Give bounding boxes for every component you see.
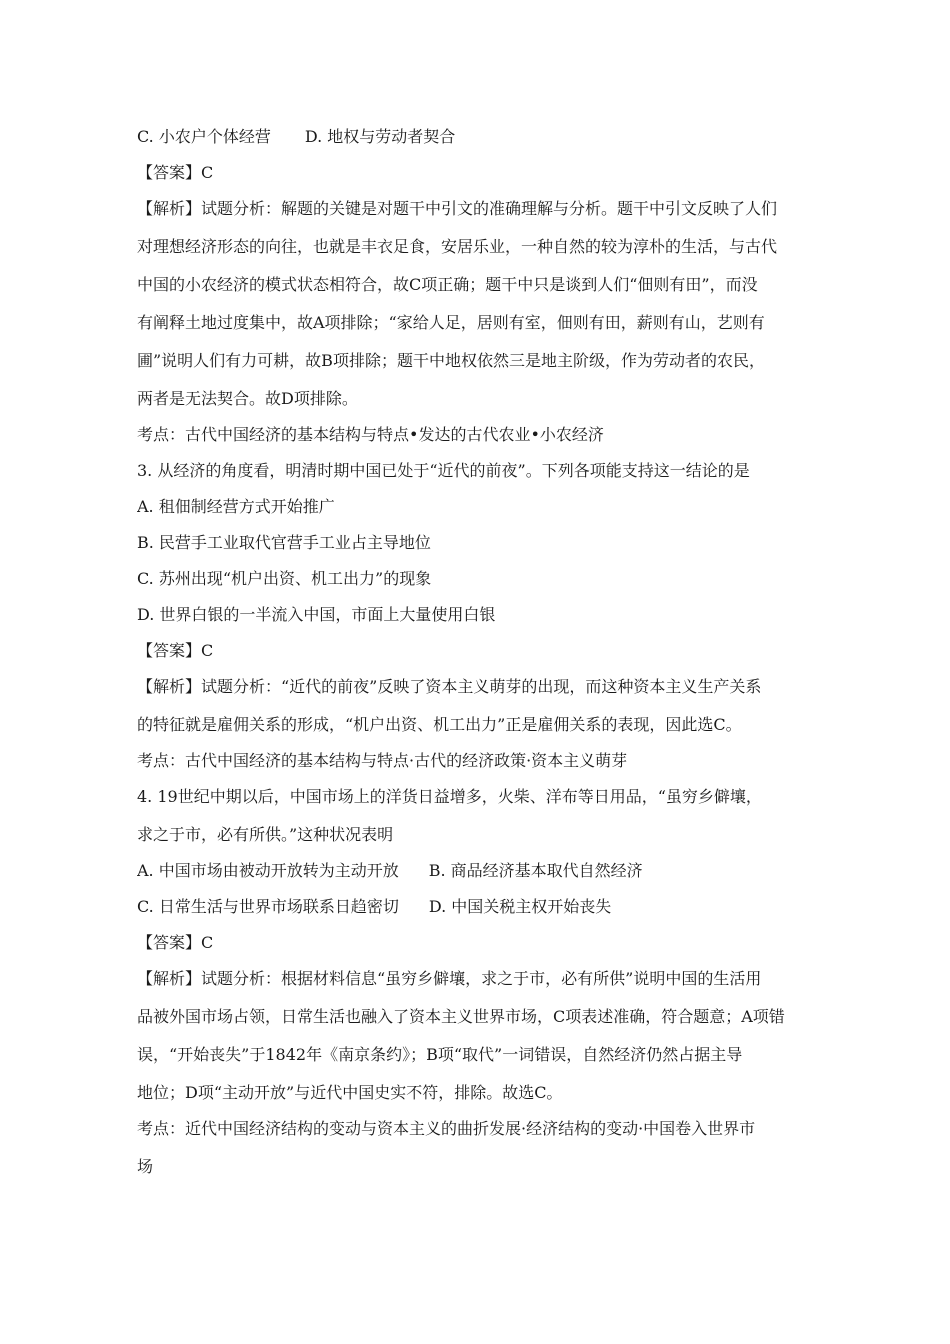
q4-answer: 【答案】C [137, 933, 214, 952]
q4-analysis-line-1: 【解析】试题分析：根据材料信息“虽穷乡僻壤，求之于市，必有所供”说明中国的生活用 [137, 969, 762, 988]
q3-knowledge-point: 考点：古代中国经济的基本结构与特点·古代的经济政策·资本主义萌芽 [137, 751, 628, 770]
q4-option-b: B. 商品经济基本取代自然经济 [428, 861, 643, 880]
q2-option-c: C. 小农户个体经营 [137, 127, 271, 146]
q2-answer: 【答案】C [137, 163, 214, 182]
q4-option-c: C. 日常生活与世界市场联系日趋密切 [137, 897, 399, 916]
q3-analysis-line-1: 【解析】试题分析：“近代的前夜”反映了资本主义萌芽的出现，而这种资本主义生产关系 [137, 677, 762, 696]
q4-knowledge-point-line-2: 场 [137, 1157, 154, 1176]
q4-analysis-line-4: 地位；D项“主动开放”与近代中国史实不符，排除。故选C。 [137, 1083, 563, 1102]
q3-option-d: D. 世界白银的一半流入中国，市面上大量使用白银 [137, 605, 496, 624]
q3-answer: 【答案】C [137, 641, 214, 660]
q2-knowledge-point: 考点：古代中国经济的基本结构与特点•发达的古代农业•小农经济 [137, 425, 604, 444]
q4-option-a: A. 中国市场由被动开放转为主动开放 [137, 861, 399, 880]
q4-option-d: D. 中国关税主权开始丧失 [428, 897, 612, 916]
q3-analysis-line-2: 的特征就是雇佣关系的形成，“机户出资、机工出力”正是雇佣关系的表现，因此选C。 [137, 715, 742, 734]
q3-option-a: A. 租佃制经营方式开始推广 [137, 497, 335, 516]
q2-analysis-line-5: 圃”说明人们有力可耕，故B项排除；题干中地权依然三是地主阶级，作为劳动者的农民， [137, 351, 765, 370]
q2-analysis-line-6: 两者是无法契合。故D项排除。 [137, 389, 358, 408]
q2-analysis-line-2: 对理想经济形态的向往，也就是丰衣足食，安居乐业，一种自然的较为淳朴的生活，与古代 [137, 237, 778, 256]
q4-options-cd [137, 896, 817, 918]
q2-analysis-line-4: 有阐释土地过度集中，故A项排除；“家给人足，居则有室，佃则有田，薪则有山，艺则有 [137, 313, 765, 332]
q4-analysis-line-2: 品被外国市场占领，日常生活也融入了资本主义世界市场，C项表述准确，符合题意；A项错 [137, 1007, 785, 1026]
q3-option-c: C. 苏州出现“机户出资、机工出力”的现象 [137, 569, 432, 588]
q4-stem-line-2: 求之于市，必有所供。”这种状况表明 [137, 825, 394, 844]
q2-analysis-line-1: 【解析】试题分析：解题的关键是对题干中引文的准确理解与分析。题干中引文反映了人们 [137, 199, 778, 218]
q3-option-b: B. 民营手工业取代官营手工业占主导地位 [137, 533, 431, 552]
q4-analysis-line-3: 误，“开始丧失”于1842年《南京条约》；B项“取代”一词错误，自然经济仍然占据主导 [137, 1045, 743, 1064]
q2-analysis-line-3: 中国的小农经济的模式状态相符合，故C项正确；题干中只是谈到人们“佃则有田”，而没 [137, 275, 758, 294]
q2-options-cd [137, 126, 817, 148]
q3-stem: 3. 从经济的角度看，明清时期中国已处于“近代的前夜”。下列各项能支持这一结论的是 [137, 461, 750, 480]
q4-knowledge-point-line-1: 考点：近代中国经济结构的变动与资本主义的曲折发展·经济结构的变动·中国卷入世界市 [137, 1119, 756, 1138]
q4-stem-line-1: 4. 19世纪中期以后，中国市场上的洋货日益增多，火柴、洋布等日用品，“虽穷乡僻壤， [137, 787, 762, 806]
q4-options-ab [137, 860, 817, 882]
q2-option-d: D. 地权与劳动者契合 [304, 127, 456, 146]
